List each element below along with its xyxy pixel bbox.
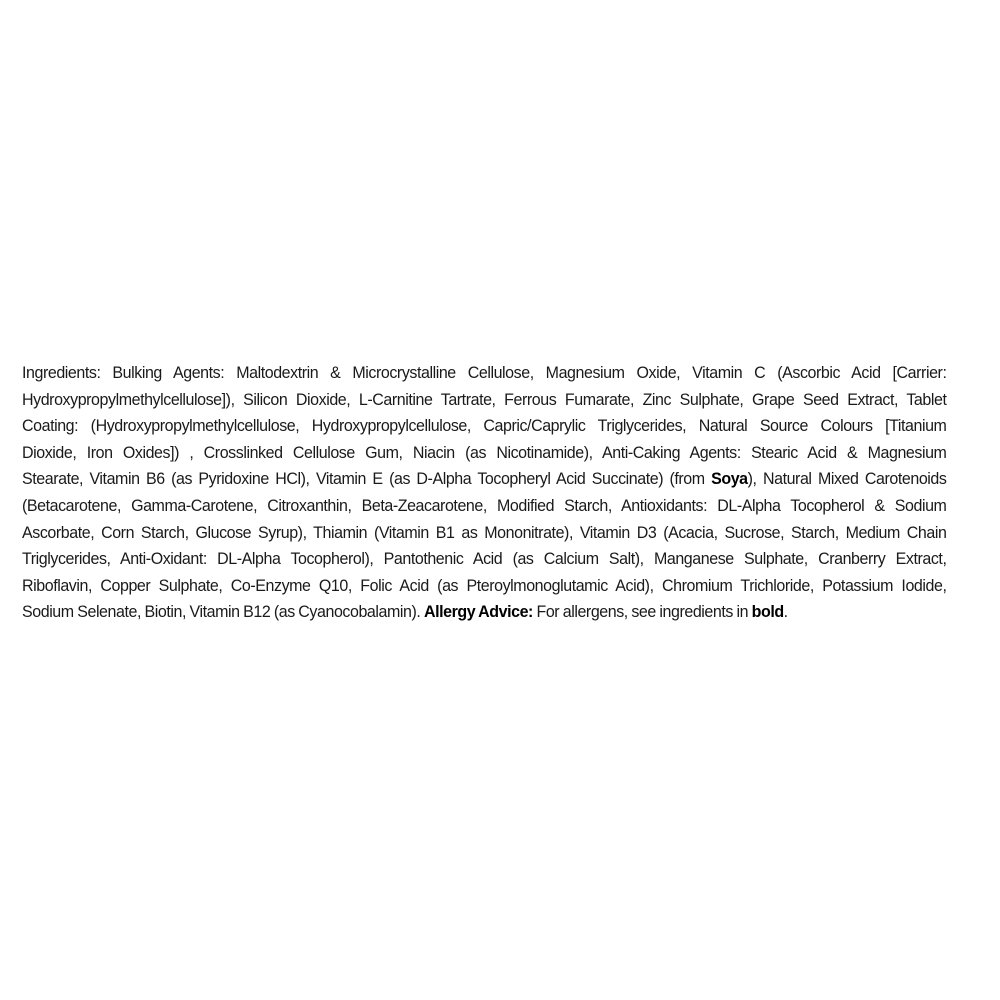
ingredients-line-9: Riboflavin, Copper Sulphate, Co-Enzyme Q10, Folic Acid (as Pteroylmonoglutamic Acid), Chromium Trichloride, Potassium Iodide, (22, 575, 947, 595)
ingredients-line-6: (Betacarotene, Gamma-Carotene, Citroxanthin, Beta-Zeacarotene, Modified Starch, Antioxidants: DL-Alpha Tocopherol & Sodium (22, 495, 947, 515)
ingredients-last-text: Sodium Selenate, Biotin, Vitamin B12 (as Cyanocobalamin). (22, 602, 424, 622)
ingredients-line-5 (22, 466, 946, 493)
ingredients-line-10 (22, 599, 946, 626)
ingredients-line-2: Hydroxypropylmethylcellulose]), Silicon Dioxide, L-Carnitine Tartrate, Ferrous Fumarate, Zinc Sulphate, Grape Seed Extract, Tablet (22, 389, 947, 409)
ingredients-line-3: Coating: (Hydroxypropylmethylcellulose, Hydroxypropylcellulose, Capric/Caprylic Triglycerides, Natural Source Colours [Titanium (22, 416, 947, 436)
allergy-advice-end: . (783, 602, 788, 622)
ingredients-line-4: Dioxide, Iron Oxides]) , Crosslinked Cellulose Gum, Niacin (as Nicotinamide), Anti-Caking Agents: Stearic Acid & Magnesium (22, 442, 947, 462)
allergy-advice-text: For allergens, see ingredients in (532, 602, 752, 622)
allergen-soya: Soya (711, 469, 748, 489)
ingredients-line-1: Ingredients: Bulking Agents: Maltodextrin & Microcrystalline Cellulose, Magnesium Oxide, Vitamin C (Ascorbic Acid [Carrier: (22, 363, 947, 382)
ingredients-line-5-end: ), Natural Mixed Carotenoids (747, 469, 947, 489)
ingredients-line-7: Ascorbate, Corn Starch, Glucose Syrup), Thiamin (Vitamin B1 as Mononitrate), Vitamin D3 (Acacia, Sucrose, Starch, Medium Chain (22, 522, 947, 542)
ingredients-label (22, 360, 946, 626)
ingredients-line-8: Triglycerides, Anti-Oxidant: DL-Alpha Tocopherol), Pantothenic Acid (as Calcium Salt), Manganese Sulphate, Cranberry Extract, (22, 549, 947, 569)
allergy-advice-heading: Allergy Advice: (423, 602, 533, 622)
ingredients-line-5-start: Stearate, Vitamin B6 (as Pyridoxine HCl), Vitamin E (as D-Alpha Tocopheryl Acid Succinate) (from (22, 469, 712, 489)
allergy-bold-word: bold (751, 602, 784, 622)
